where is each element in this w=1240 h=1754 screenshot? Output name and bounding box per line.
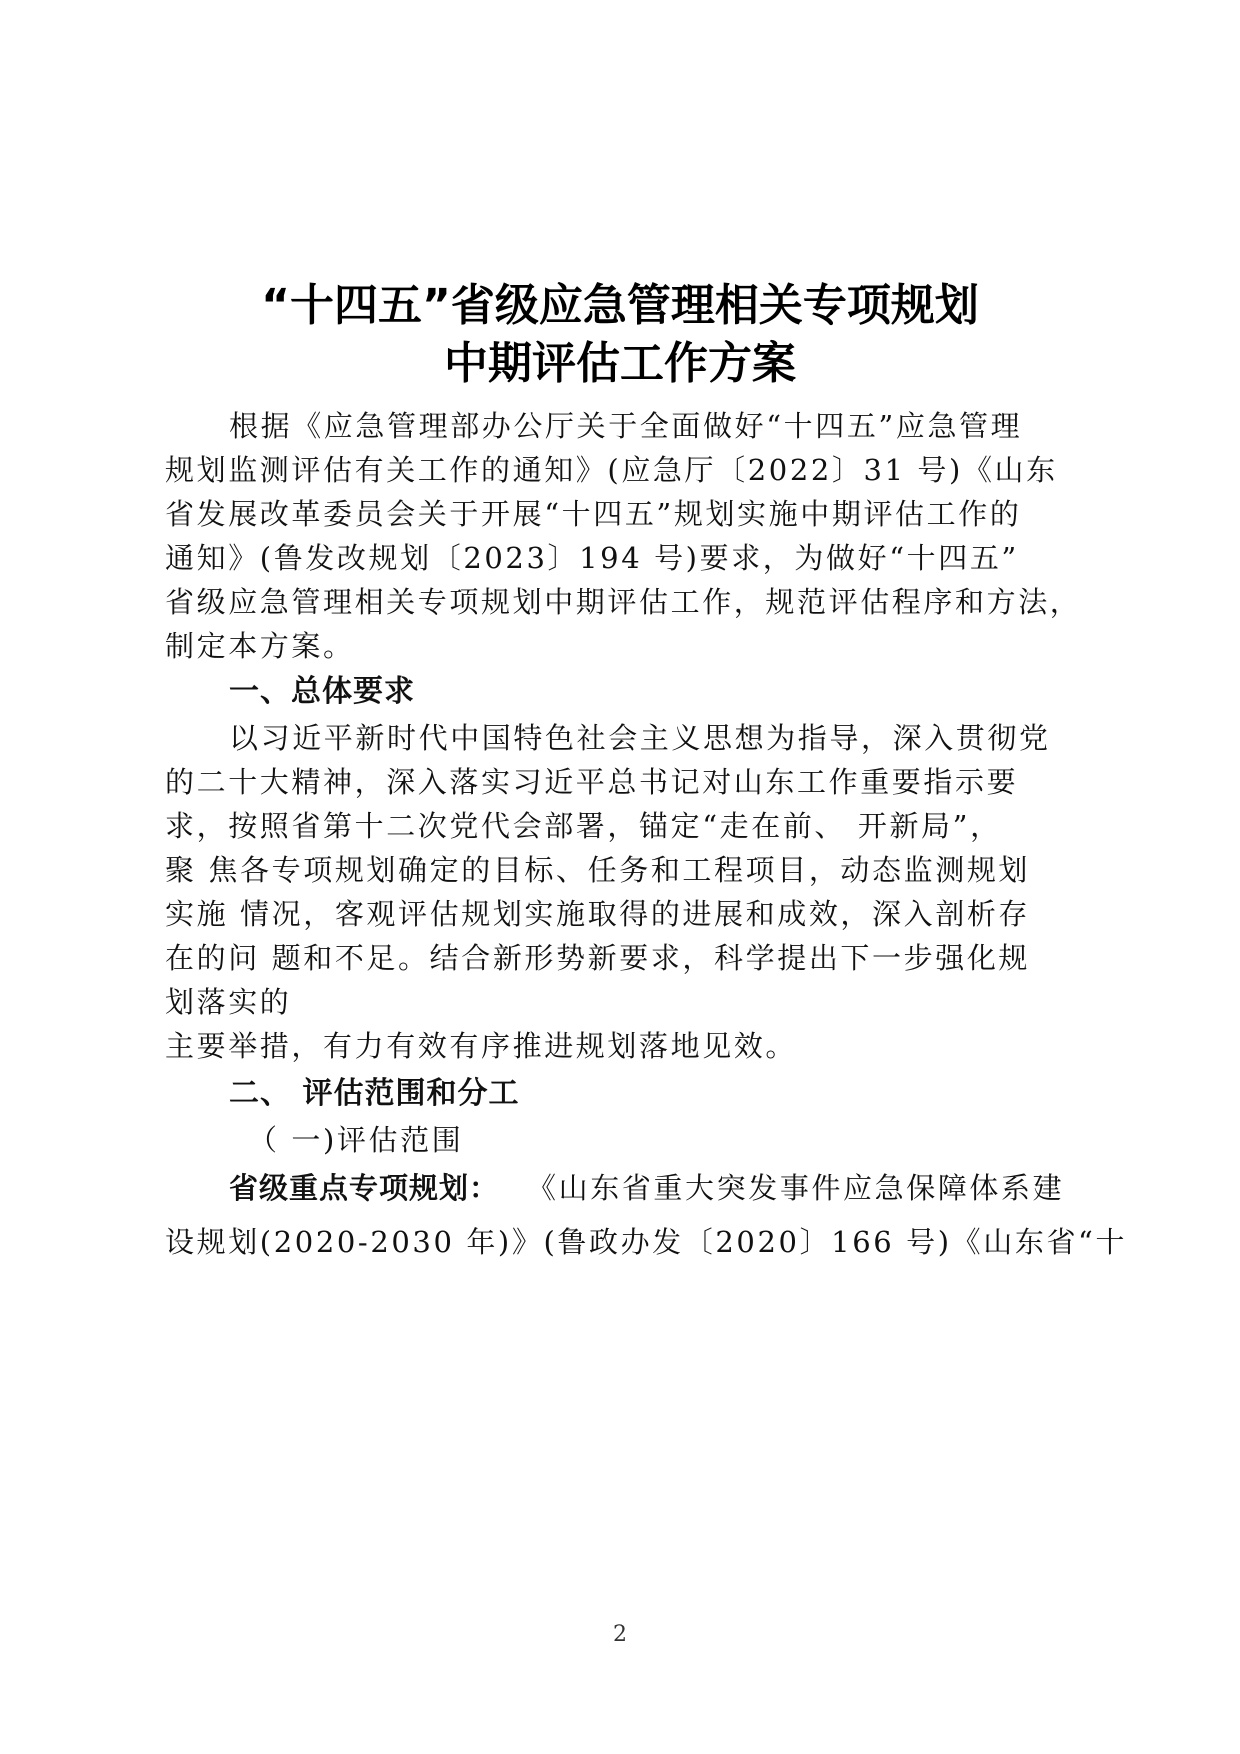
section-heading-scope-and-division: 二、 评估范围和分工 (229, 1076, 520, 1111)
scope-line: 设规划(2020-2030 年)》(鲁政办发〔2020〕166 号)《山东省“十 (165, 1225, 1128, 1259)
intro-line: 省级应急管理相关专项规划中期评估工作，规范评估程序和方法， (165, 585, 1082, 619)
section1-line: 以习近平新时代中国特色社会主义思想为指导，深入贯彻党 (229, 721, 1051, 755)
intro-line: 根据《应急管理部办公厅关于全面做好“十四五”应急管理 (229, 409, 1023, 443)
intro-line: 通知》(鲁发改规划〔2023〕194 号)要求，为做好“十四五” (165, 541, 1019, 575)
subsection-heading-scope: （ 一)评估范围 (248, 1123, 464, 1157)
intro-line: 规划监测评估有关工作的通知》(应急厅〔2022〕31 号)《山东 (165, 453, 1058, 487)
section1-line: 求，按照省第十二次党代会部署，锚定“走在前、 开新局”， (165, 809, 1002, 843)
section1-line: 实施 情况，客观评估规划实施取得的进展和成效，深入剖析存 (165, 897, 1031, 931)
intro-line: 制定本方案。 (165, 629, 355, 663)
section1-line: 在的问 题和不足。结合新形势新要求，科学提出下一步强化规 (165, 941, 1031, 975)
section-heading-overall-requirements: 一、总体要求 (229, 674, 415, 709)
scope-line (229, 1168, 1105, 1208)
page-number: 2 (613, 1622, 627, 1647)
document-title-line-1: “十四五”省级应急管理相关专项规划 (261, 280, 979, 331)
scope-label: 省级重点专项规划： (229, 1171, 500, 1205)
section1-line: 划落实的 (165, 985, 292, 1019)
intro-line: 省发展改革委员会关于开展“十四五”规划实施中期评估工作的 (165, 497, 1022, 531)
section1-line: 主要举措，有力有效有序推进规划落地见效。 (165, 1029, 798, 1063)
scope-text: 《山东省重大突发事件应急保障体系建 (527, 1171, 1065, 1205)
document-title-line-2: 中期评估工作方案 (444, 338, 796, 389)
section1-line: 聚 焦各专项规划确定的目标、任务和工程项目，动态监测规划 (165, 853, 1031, 887)
section1-line: 的二十大精神，深入落实习近平总书记对山东工作重要指示要 (165, 765, 1019, 799)
